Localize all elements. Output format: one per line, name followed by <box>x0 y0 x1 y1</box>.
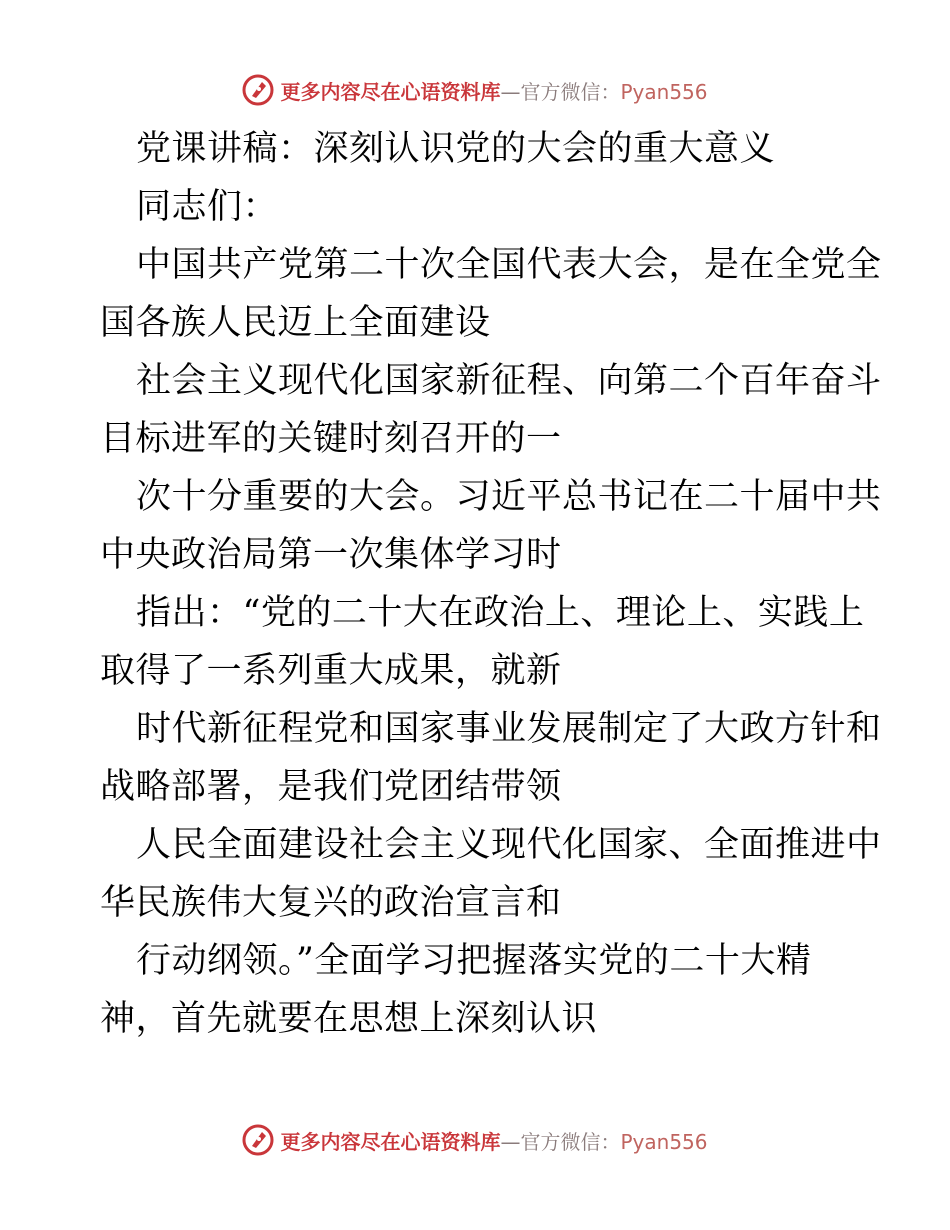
text-line: 目标进军的关键时刻召开的一 <box>100 419 562 459</box>
banner-dash: — <box>500 79 521 104</box>
banner-main-text: 更多内容尽在心语资料库 <box>280 1129 501 1154</box>
banner-account: Pyan556 <box>620 79 708 104</box>
text-line: 中国共产党第二十次全国代表大会，是在全党全 <box>136 245 882 285</box>
banner-dash: — <box>500 1129 521 1154</box>
text-line: 指出：“党的二十大在政治上、理论上、实践上 <box>136 593 865 633</box>
banner-label <box>280 76 707 105</box>
text-line: 国各族人民迈上全面建设 <box>100 303 491 343</box>
text-line: 华民族伟大复兴的政治宣言和 <box>100 883 562 923</box>
text-line: 社会主义现代化国家新征程、向第二个百年奋斗 <box>136 361 882 401</box>
document-body <box>100 120 882 1048</box>
header-banner <box>0 70 950 110</box>
text-line: 人民全面建设社会主义现代化国家、全面推进中 <box>136 825 882 865</box>
text-line: 战略部署，是我们党团结带领 <box>100 767 562 807</box>
pen-nib-logo-icon <box>242 1124 274 1156</box>
pen-nib-logo-icon <box>242 74 274 106</box>
footer-banner <box>0 1120 950 1160</box>
text-line: 神，首先就要在思想上深刻认识 <box>100 999 598 1039</box>
banner-account: Pyan556 <box>620 1129 708 1154</box>
banner-wechat-label: 官方微信： <box>520 79 621 104</box>
document-title: 党课讲稿：深刻认识党的大会的重大意义 <box>136 129 776 169</box>
greeting: 同志们： <box>136 187 279 227</box>
text-line: 时代新征程党和国家事业发展制定了大政方针和 <box>136 709 882 749</box>
text-line: 行动纲领。”全面学习把握落实党的二十大精 <box>136 941 812 981</box>
banner-label <box>280 1126 707 1155</box>
banner-main-text: 更多内容尽在心语资料库 <box>280 79 501 104</box>
text-line: 次十分重要的大会。习近平总书记在二十届中共 <box>136 477 882 517</box>
banner-wechat-label: 官方微信： <box>520 1129 621 1154</box>
text-line: 取得了一系列重大成果，就新 <box>100 651 562 691</box>
text-line: 中央政治局第一次集体学习时 <box>100 535 562 575</box>
